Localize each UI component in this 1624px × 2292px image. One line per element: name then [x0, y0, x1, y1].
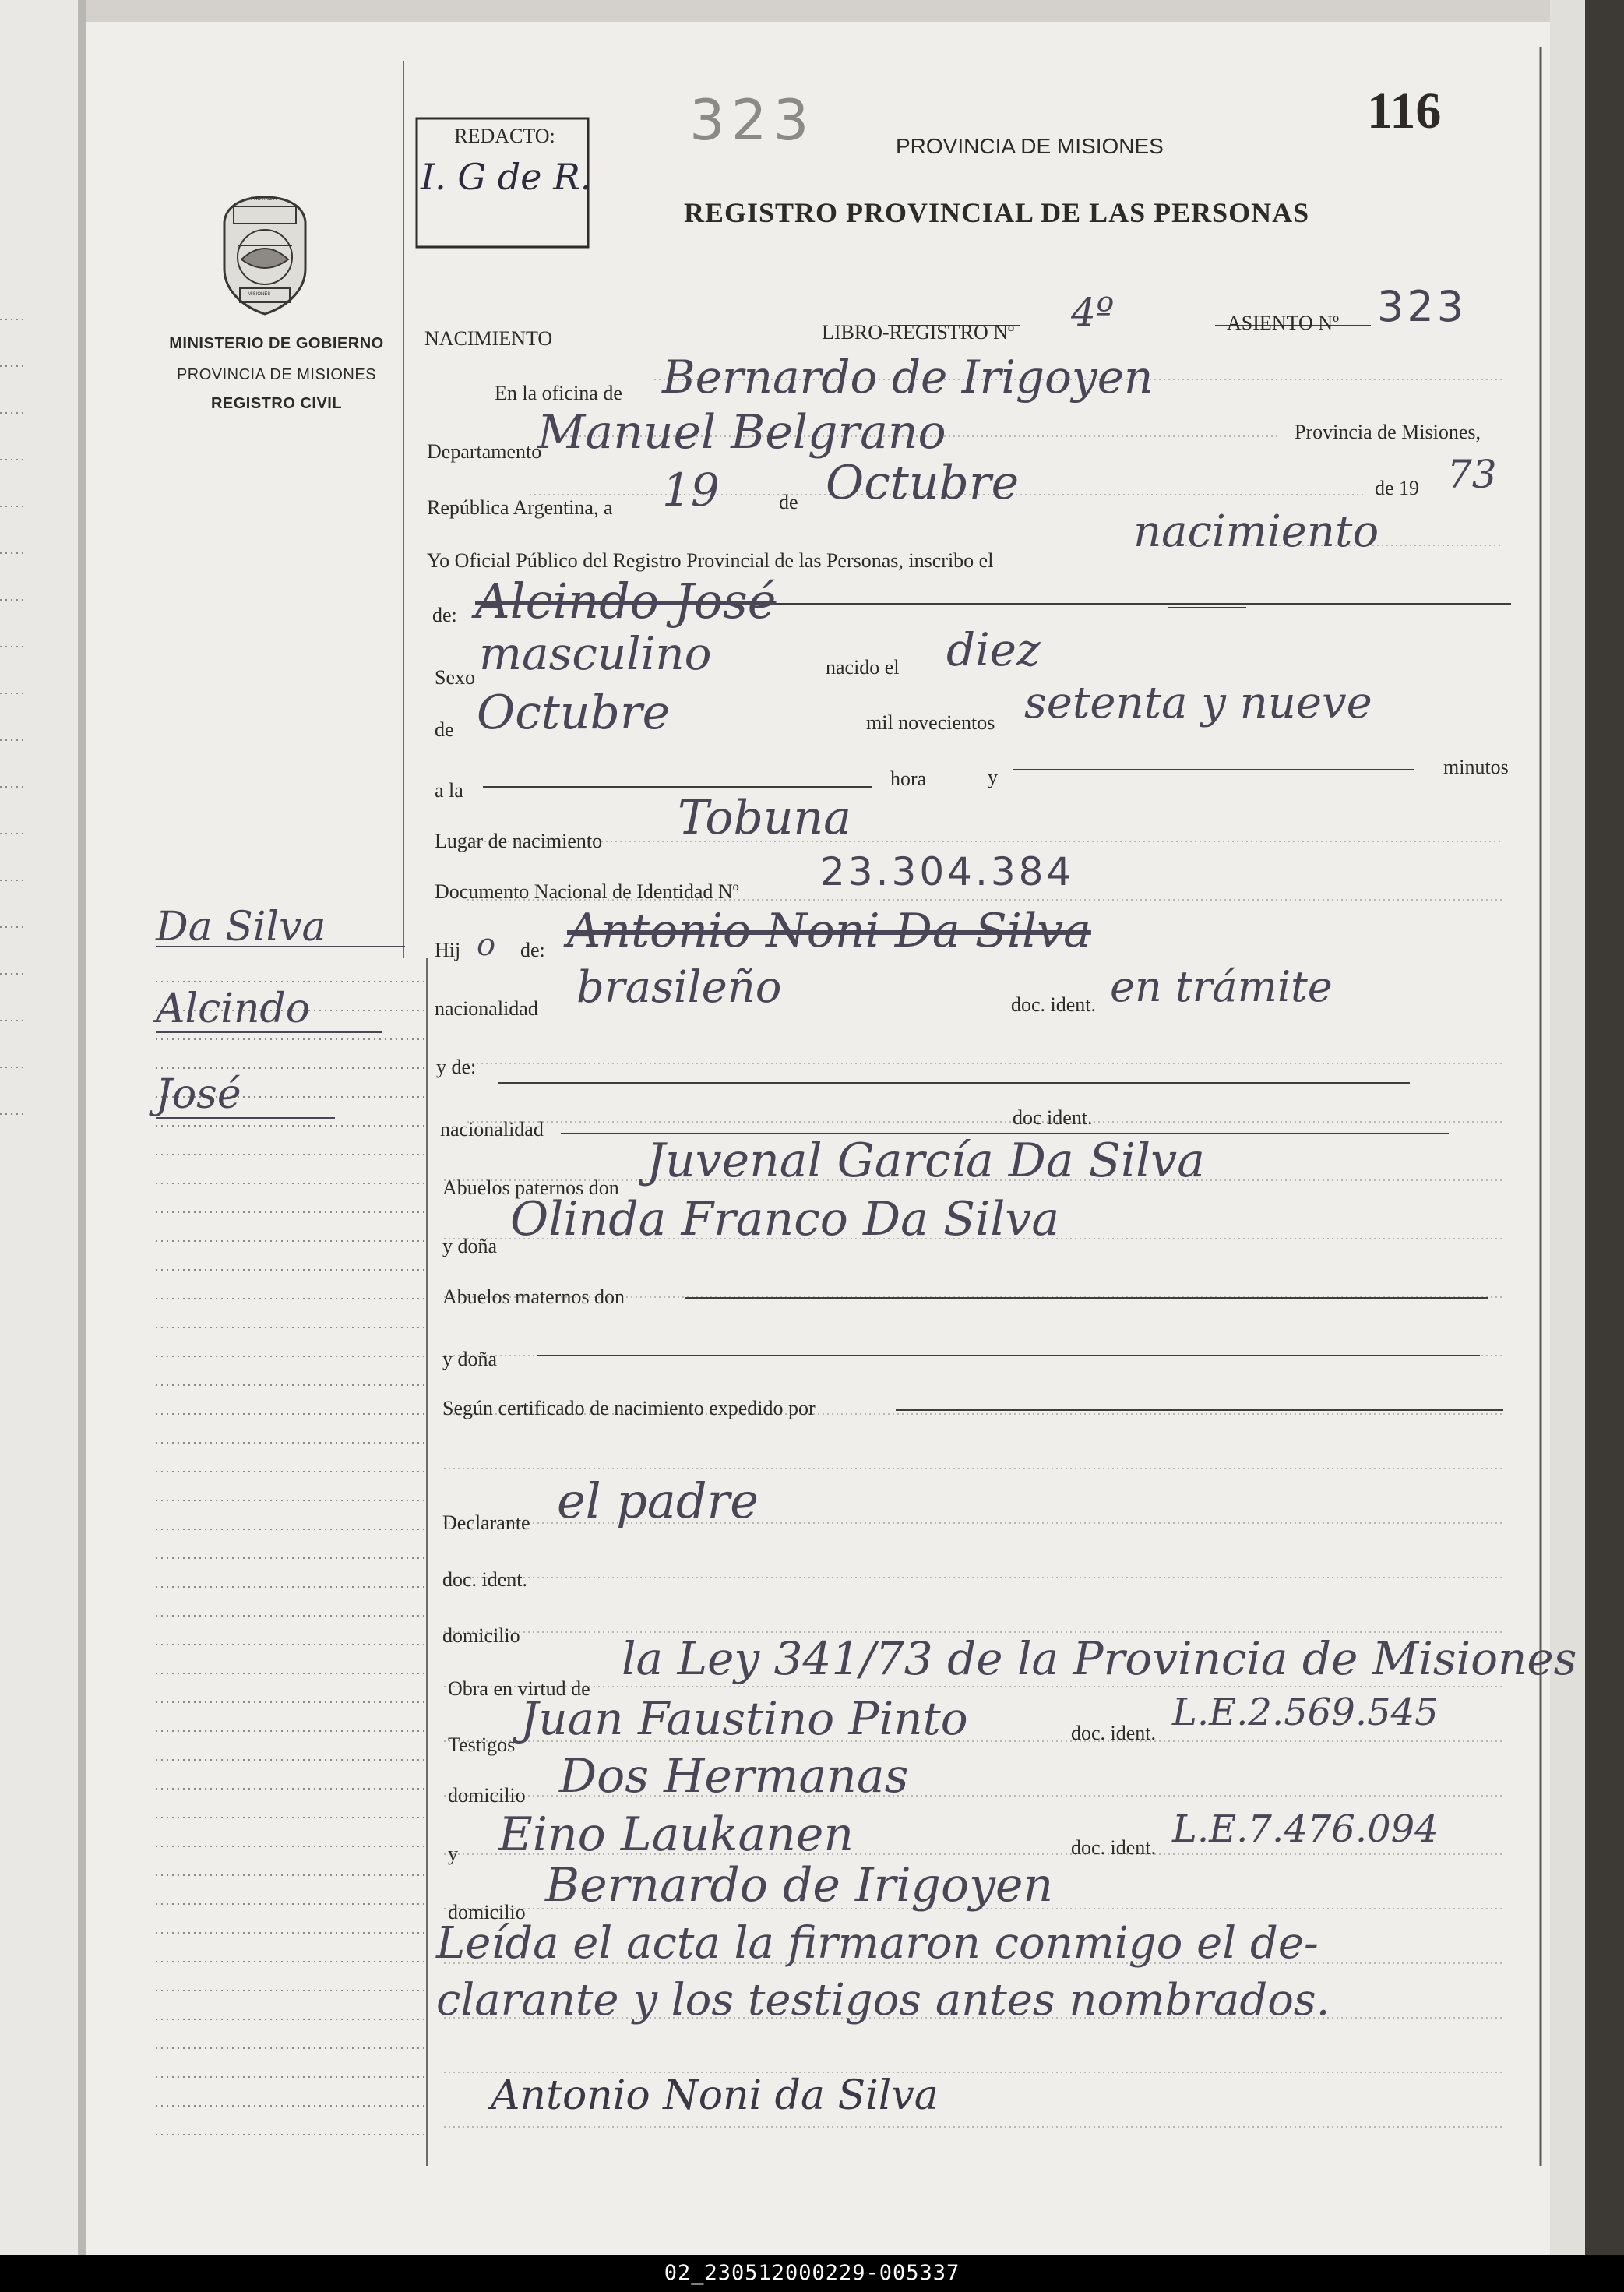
- padre-doc-value: en trámite: [1110, 962, 1333, 1011]
- month-value: Octubre: [826, 456, 1020, 510]
- signature: Antonio Noni da Silva: [491, 2072, 939, 2119]
- libro-value: 4º: [1071, 290, 1115, 335]
- abp-label: Abuelos paternos don: [442, 1176, 619, 1199]
- y2-label: y: [448, 1842, 458, 1865]
- mil-label: mil novecientos: [866, 711, 995, 734]
- minutos-label: minutos: [1443, 756, 1509, 778]
- registry-civil-label: REGISTRO CIVIL: [210, 395, 343, 412]
- testigo1-dom-value: Dos Hermanas: [559, 1749, 909, 1804]
- libro-label: LIBRO-REGISTRO Nº: [822, 321, 1015, 344]
- cert-label: Según certificado de nacimiento expedido por: [442, 1397, 816, 1419]
- declarante-value: el padre: [557, 1472, 759, 1529]
- nombre-value: Alcindo José: [475, 573, 777, 629]
- depto-label: Departamento: [427, 440, 542, 463]
- asiento-label: ASIENTO Nº: [1227, 312, 1340, 334]
- leida-line1: Leída el acta la firmaron conmigo el de-: [436, 1918, 1319, 1969]
- oficina-value: Bernardo de Irigoyen: [662, 351, 1154, 404]
- docid-label: doc. ident.: [1011, 993, 1097, 1016]
- seal-text-bottom: MISIONES: [248, 292, 271, 297]
- provincia-label: Provincia de Misiones,: [1295, 421, 1481, 443]
- yo-label: Yo Oficial Público del Registro Provincial de las Personas, inscribo el: [427, 549, 994, 572]
- docid4-label: doc. ident.: [1071, 1722, 1157, 1744]
- ministry-label: MINISTERIO DE GOBIERNO: [169, 335, 384, 352]
- domicilio3-label: domicilio: [448, 1901, 526, 1924]
- domicilio2-label: domicilio: [448, 1784, 526, 1807]
- leida-line2: clarante y los testigos antes nombrados.: [436, 1975, 1330, 2026]
- header-province: PROVINCIA DE MISIONES: [896, 134, 1164, 158]
- docid3-label: doc. ident.: [442, 1568, 528, 1591]
- ala-label: a la: [435, 779, 463, 802]
- republica-label: República Argentina, a: [427, 496, 613, 519]
- de-label: de: [779, 491, 798, 513]
- nacido-mes-value: Octubre: [477, 686, 671, 740]
- testigo1-value: Juan Faustino Pinto: [520, 1692, 968, 1745]
- province-label: PROVINCIA DE MISIONES: [176, 366, 377, 383]
- nacido-dia-value: diez: [946, 623, 1041, 676]
- page-number: 116: [1367, 83, 1442, 139]
- testigo2-doc-value: L.E.7.476.094: [1172, 1807, 1439, 1851]
- hijo-label-b: de:: [520, 939, 545, 961]
- de-nombre-label: de:: [432, 604, 457, 626]
- de2-label: de: [435, 718, 454, 741]
- padre-value: Antonio Noni Da Silva: [567, 904, 1091, 958]
- lugar-label: Lugar de nacimiento: [435, 830, 603, 852]
- hora-label: hora: [890, 767, 927, 790]
- asiento-value: 323: [1377, 282, 1467, 331]
- testigo2-dom-value: Bernardo de Irigoyen: [545, 1858, 1054, 1913]
- domicilio-label: domicilio: [442, 1624, 520, 1647]
- ydona-label: y doña: [442, 1235, 498, 1257]
- footer-caption: 02_230512000229-005337: [0, 2255, 1624, 2292]
- obra-value: la Ley 341/73 de la Provincia de Misiones: [622, 1632, 1577, 1685]
- record-type: NACIMIENTO: [424, 327, 553, 350]
- nacido-label: nacido el: [826, 656, 900, 679]
- abp-dona-value: Olinda Franco Da Silva: [510, 1192, 1060, 1246]
- nac2-label: nacionalidad: [440, 1118, 544, 1141]
- margin-note-name2: José: [156, 1071, 241, 1118]
- hijo-o-value: o: [477, 927, 496, 963]
- dni-value: 23.304.384: [820, 849, 1075, 894]
- header-registry: REGISTRO PROVINCIAL DE LAS PERSONAS: [684, 197, 1310, 228]
- stamp-value: I. G de R.: [421, 156, 592, 198]
- y-label: y: [988, 766, 998, 788]
- lugar-value: Tobuna: [678, 791, 851, 845]
- yde-label: y de:: [436, 1056, 477, 1078]
- year-value: 73: [1447, 452, 1497, 497]
- padre-nac-value: brasileño: [576, 962, 782, 1013]
- year-prefix: de 19: [1375, 477, 1420, 499]
- sexo-value: masculino: [479, 627, 712, 680]
- ydona2-label: y doña: [442, 1348, 498, 1370]
- stamp-label: REDACTO:: [454, 125, 555, 147]
- abp-don-value: Juvenal García Da Silva: [646, 1134, 1205, 1188]
- margin-note-surname: Da Silva: [156, 904, 326, 950]
- testigo1-doc-value: L.E.2.569.545: [1172, 1691, 1439, 1734]
- seal-text-top: PROVINCIA: [251, 197, 277, 202]
- nacido-anio-value: setenta y nueve: [1024, 678, 1372, 728]
- oficina-label: En la oficina de: [495, 382, 622, 404]
- testigos-label: Testigos: [448, 1733, 516, 1756]
- testigo2-value: Eino Laukanen: [498, 1807, 854, 1862]
- obra-label: Obra en virtud de: [448, 1677, 590, 1700]
- depto-value: Manuel Belgrano: [537, 405, 946, 460]
- declarante-label: Declarante: [442, 1511, 530, 1534]
- docid2-label: doc ident.: [1013, 1106, 1093, 1129]
- nac-label: nacionalidad: [435, 997, 538, 1020]
- margin-note-name: Alcindo: [156, 986, 311, 1032]
- hijo-label-a: Hij: [435, 939, 461, 961]
- dni-label: Documento Nacional de Identidad Nº: [435, 880, 739, 903]
- provincial-seal-icon: [210, 191, 319, 319]
- day-value: 19: [662, 464, 720, 517]
- inscribo-value: nacimiento: [1133, 506, 1379, 557]
- pencil-number: 323: [689, 87, 816, 153]
- docid5-label: doc. ident.: [1071, 1836, 1157, 1859]
- abm-label: Abuelos maternos don: [442, 1285, 625, 1308]
- sexo-label: Sexo: [435, 666, 475, 689]
